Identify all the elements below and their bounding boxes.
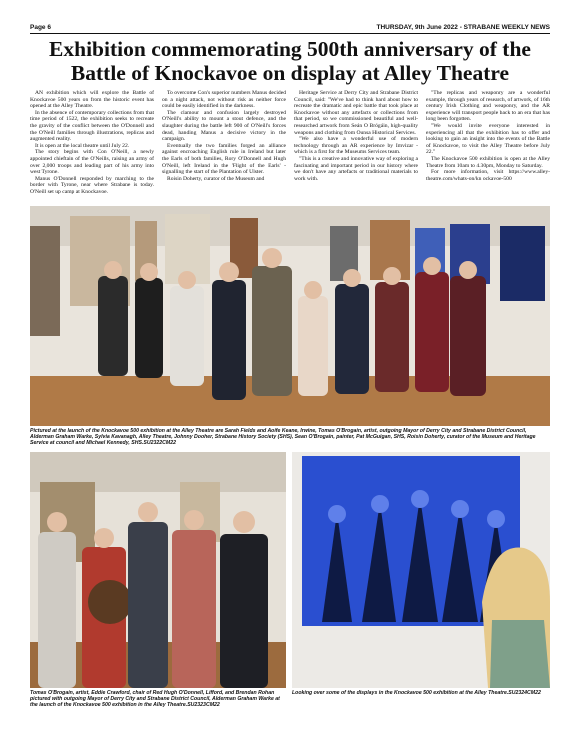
paragraph: "This is a creative and innovative way of exploring a fascinating and important period in our history where we don't have any artefacts or traditional materials to work with. bbox=[294, 155, 418, 182]
paragraph: Roisin Doherty, curator of the Museum and bbox=[167, 175, 265, 182]
paragraph: The story begins with Con O'Neill, a newly appointed chieftain of the O'Neills, raising an army of over 2,000 troops and leading part of his army into west Tyrone. bbox=[30, 149, 154, 176]
paragraph: To overcome Con's superior numbers Manus decided on a night attack, not without risk as neither force could be easily identified in the darkness. bbox=[162, 90, 286, 110]
group-photo-caption: Pictured at the launch of the Knockavoe 500 exhibition at the Alley Theatre are Sarah Fields and Aoife Keane, Irwine, Tomas O'Brogain, artist, outgoing Mayor of Derry City and Strabane District Council, Alderman Graham Warke, Sylvia Kavanagh, Alley Theatre, Johnny Dooher, Strabane History Society (SHS), Sean O'Brogain, painter, Pat McGuigan, SHS, Roisin Doherty, curator of the Museum and Heritage Service at council and Michael Kennedy, SHS.SU2322CM22 bbox=[30, 428, 536, 446]
article-column-2 bbox=[162, 90, 286, 200]
paragraph: "We would invite everyone interested in experiencing all that the exhibition has to offer and looking to gain an insight into the events of the Battle of Knockavoe, to visit the Alley Theatre before July 22." bbox=[426, 122, 550, 156]
paragraph: For more information, visit https://www.alley-theatre.com/whats-on/kn ockavoe-500 bbox=[426, 169, 550, 182]
painting-display-caption: Looking over some of the displays in the Knockavoe 500 exhibition at the Alley Theatre.SU2324CM22 bbox=[292, 690, 541, 696]
paragraph: "The replicas and weaponry are a wonderful example, through years of research, of artwork, of 16th century Irish Clothing and weaponry, and the AR experience will transport people back to an era that has long been forgotten. bbox=[426, 90, 550, 123]
article-column-3 bbox=[294, 90, 418, 200]
header-rule bbox=[30, 33, 550, 34]
paragraph: Heritage Service at Derry City and Strabane District Council, said: "We've had to think hard about how to recreate the dramatic and epic battle that took place at Knockavoe without any artefacts or collections from that period, so we commissioned beautiful and well-researched artwork from Seán O Brógáin, high-quality weapons and clothing from Ounsa Historical Services. bbox=[294, 90, 418, 136]
paragraph: Eventually the two families forged an alliance against encroaching English rule in Ireland but later the Earls of both families, Rory O'Donnell and Hugh O'Neill, left Ireland in the 'Flight of the Earls' - signalling the start of the Plantation of Ulster. bbox=[162, 142, 286, 176]
paragraph: Manus O'Donnell responded by marching to the border with Tyrone, near where Strabane is today. O'Neill set up camp at Knockavoe. bbox=[30, 175, 154, 195]
article-body bbox=[30, 90, 550, 200]
issue-line: THURSDAY, 9th June 2022 - STRABANE WEEKLY NEWS bbox=[376, 24, 550, 31]
group-photo bbox=[30, 206, 550, 426]
article-column-4 bbox=[426, 90, 550, 200]
paragraph: The clamour and confusion largely destroyed O'Neill's ability to mount a stout defence, and the slaughter during the battle left 900 of O'Neill's forces dead, handing Manus a decisive victory in the campaign. bbox=[162, 109, 286, 143]
paragraph: AN exhibition which will explore the Battle of Knockavoe 500 years on from the historic event has opened at the Alley Theatre. bbox=[30, 90, 154, 110]
painting-display-photo bbox=[292, 452, 550, 688]
paragraph: The Knockavoe 500 exhibition is open at the Alley Theatre from 10am to 4.30pm, Monday to Saturday. bbox=[426, 155, 550, 169]
article-column-1 bbox=[30, 90, 154, 200]
paragraph: "We also have a wonderful use of modern technology through an AR experience by Imvizar - which is a first for the Museums Services team. bbox=[294, 136, 418, 156]
mayor-group-caption: Tomas O'Brogain, artist, Eddie Crawford, chair of Red Hugh O'Donnell, Lifford, and Brendan Rohan pictured with outgoing Mayor of Derry City and Strabane District Council, Alderman Graham Warke at the launch of the Knockavoe 500 exhibition in the Alley Theatre.SU2323CM22 bbox=[30, 690, 280, 708]
paragraph: In the absence of contemporary collections from that time period of 1522, the exhibition seeks to recreate the gravity of the conflict between the O'Donnell and the O'Neill families through illustrations, replicas and augmented reality. bbox=[30, 109, 154, 143]
paragraph: It is open at the local theatre until July 22. bbox=[35, 142, 130, 149]
mayor-group-photo bbox=[30, 452, 286, 688]
page-number: Page 6 bbox=[30, 24, 51, 31]
article-headline: Exhibition commemorating 500th anniversary of the Battle of Knockavoe on display at Alley Theatre bbox=[49, 37, 531, 85]
